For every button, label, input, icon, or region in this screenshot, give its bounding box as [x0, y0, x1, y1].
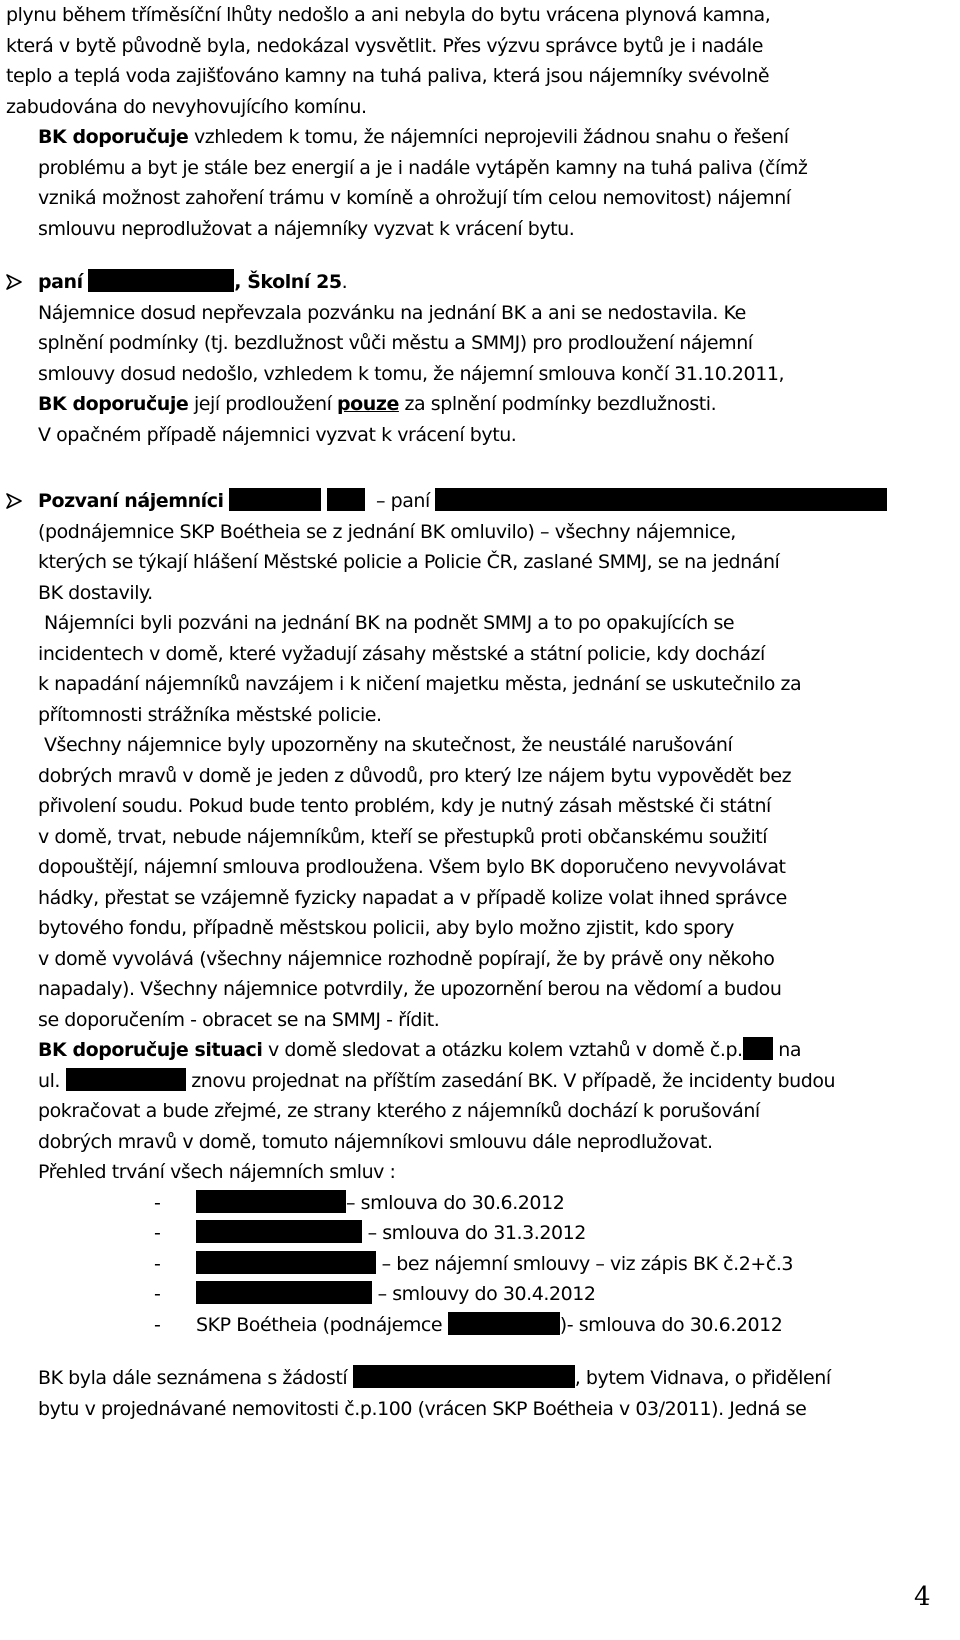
bold-phrase: Pozvaní nájemníci	[38, 490, 224, 512]
redaction-box	[88, 269, 234, 292]
text-line: pokračovat a bude zřejmé, ze strany kterého z nájemníků dochází k porušování	[38, 1100, 760, 1122]
text-line: dobrých mravů v domě, tomuto nájemníkovi smlouvu dále neprodlužovat.	[38, 1130, 713, 1153]
paragraph-last	[0, 1363, 960, 1424]
text-line: vzniká možnost zahoření trámu v komíně a ohrožují tím celou nemovitost) nájemní	[38, 187, 791, 209]
redaction-box	[743, 1037, 773, 1060]
bold-phrase: , Školní 25	[234, 271, 342, 293]
list-item	[0, 1310, 960, 1341]
text-line: bytového fondu, případně městskou policii, aby bylo možno zjistit, kdo spory	[38, 917, 734, 939]
text-span: – smlouva do 31.3.2012	[362, 1222, 586, 1244]
redaction-box	[66, 1068, 186, 1091]
underlined-word: pouze	[337, 393, 399, 415]
redaction-box	[196, 1190, 346, 1213]
list-item-invited-tenants	[0, 486, 960, 1340]
dash-marker: -	[154, 1222, 161, 1244]
text-line: dobrých mravů v domě je jeden z důvodů, pro který lze nájem bytu vypovědět bez	[38, 764, 792, 787]
contract-list	[0, 1188, 960, 1341]
text-line: Nájemníci byli pozváni na jednání BK na podnět SMMJ a to po opakujících se	[44, 612, 735, 634]
text-line: se doporučením - obracet se na SMMJ - řídit.	[38, 1008, 440, 1031]
text-line: která v bytě původně byla, nedokázal vysvětlit. Přes výzvu správce bytů je i nadále	[6, 34, 763, 57]
bold-phrase: BK doporučuje	[38, 126, 189, 148]
text-span: .	[341, 271, 348, 293]
text-line: zabudována do nevyhovujícího komínu.	[6, 95, 367, 118]
text-line: napadaly). Všechny nájemnice potvrdily, že upozornění berou na vědomí a budou	[38, 978, 782, 1000]
dash-marker: -	[154, 1313, 161, 1336]
text-line: bytu v projednávané nemovitosti č.p.100 (vrácen SKP Boétheia v 03/2011). Jedná se	[38, 1397, 807, 1420]
paragraph-intro	[0, 0, 960, 122]
text-span: na	[772, 1039, 802, 1061]
bold-phrase: paní	[38, 271, 83, 293]
text-line: splnění podmínky (tj. bezdlužnost vůči městu a SMMJ) pro prodloužení nájemní	[38, 332, 753, 354]
text-line: přivolení soudu. Pokud bude tento problém, kdy je nutný zásah městské či státní	[38, 795, 771, 817]
text-line: (podnájemnice SKP Boétheia se z jednání BK omluvilo) – všechny nájemnice,	[38, 520, 736, 543]
text-span: její prodloužení	[188, 393, 337, 415]
bold-phrase: BK doporučuje	[38, 393, 189, 415]
dash-marker: -	[154, 1191, 161, 1214]
text-span: v domě sledovat a otázku kolem vztahů v domě č.p.	[262, 1039, 743, 1061]
text-span: – bez nájemní smlouvy – viz zápis BK č.2+č.3	[376, 1252, 794, 1275]
text-line	[0, 122, 960, 153]
text-span: )- smlouva do 30.6.2012	[559, 1313, 783, 1336]
text-line: v domě vyvolává (všechny nájemnice rozhodně popírají, že by právě ony někoho	[38, 947, 775, 970]
text-line: dopouštějí, nájemní smlouva prodloužena. Všem bylo BK doporučeno nevyvolávat	[38, 856, 786, 878]
text-span: vzhledem k tomu, že nájemníci neprojevili žádnou snahu o řešení	[188, 126, 789, 148]
text-line: Přehled trvání všech nájemních smluv :	[38, 1161, 396, 1183]
text-span: za splnění podmínky bezdlužnosti.	[398, 393, 717, 415]
list-item	[0, 1249, 960, 1280]
text-span: ul.	[38, 1069, 61, 1092]
text-line: v domě, trvat, nebude nájemníkům, kteří se přestupků proti občanskému soužití	[38, 825, 768, 848]
text-line: přítomnosti strážníka městské policie.	[38, 703, 382, 726]
text-span: BK byla dále seznámena s žádostí	[38, 1367, 353, 1389]
page-number: 4	[914, 1582, 931, 1612]
redaction-box	[196, 1281, 372, 1304]
text-span: SKP Boétheia (podnájemce	[196, 1313, 448, 1336]
redaction-box	[196, 1251, 376, 1274]
text-line	[0, 1035, 960, 1066]
item-title	[0, 267, 960, 298]
list-item	[0, 1188, 960, 1219]
text-line: V opačném případě nájemnici vyzvat k vrácení bytu.	[38, 423, 517, 446]
text-line: Nájemnice dosud nepřevzala pozvánku na jednání BK a ani se nedostavila. Ke	[38, 301, 746, 324]
redaction-box	[435, 488, 887, 511]
text-line: problému a byt je stále bez energií a je i nadále vytápěn kamny na tuhá paliva (čímž	[38, 156, 808, 179]
redaction-box	[353, 1365, 575, 1388]
list-item	[0, 1279, 960, 1310]
list-item	[0, 1218, 960, 1249]
item-title	[0, 486, 960, 517]
arrow-bullet-icon	[4, 267, 26, 297]
redaction-box	[327, 488, 365, 511]
redaction-box	[196, 1220, 362, 1243]
text-line: smlouvu neprodlužovat a nájemníky vyzvat k vrácení bytu.	[38, 217, 575, 240]
text-line	[0, 389, 960, 420]
dash-marker: -	[154, 1283, 161, 1305]
text-span: – paní	[375, 490, 430, 512]
text-line: incidentech v domě, které vyžadují zásahy městské a státní policie, kdy dochází	[38, 642, 765, 665]
recommendation-1	[0, 122, 960, 244]
arrow-bullet-icon	[4, 486, 26, 516]
text-line: plynu během tříměsíční lhůty nedošlo a ani nebyla do bytu vrácena plynová kamna,	[6, 4, 771, 26]
list-item-tenant-skolni	[0, 267, 960, 450]
text-line: smlouvy dosud nedošlo, vzhledem k tomu, že nájemní smlouva končí 31.10.2011,	[38, 362, 785, 385]
text-line: BK dostavily.	[38, 581, 153, 604]
text-line: Všechny nájemnice byly upozorněny na skutečnost, že neustálé narušování	[44, 734, 733, 756]
text-line: kterých se týkají hlášení Městské policie a Policie ČR, zaslané SMMJ, se na jednání	[38, 551, 780, 573]
text-span: znovu projednat na příštím zasedání BK. V případě, že incidenty budou	[185, 1069, 836, 1092]
redaction-box	[229, 488, 321, 511]
dash-marker: -	[154, 1252, 161, 1275]
text-line: teplo a teplá voda zajišťováno kamny na tuhá paliva, která jsou nájemníky svévolně	[6, 65, 770, 87]
text-line	[0, 1363, 960, 1394]
text-line: k napadání nájemníků navzájem i k ničení majetku města, jednání se uskutečnilo za	[38, 673, 802, 695]
text-span: , bytem Vidnava, o přidělení	[574, 1367, 831, 1389]
redaction-box	[448, 1312, 560, 1335]
text-line	[0, 1066, 960, 1097]
text-line: hádky, přestat se vzájemně fyzicky napadat a v případě kolize volat ihned správce	[38, 886, 787, 909]
text-span: – smlouvy do 30.4.2012	[372, 1283, 596, 1305]
bold-phrase: BK doporučuje situaci	[38, 1039, 263, 1061]
text-span: – smlouva do 30.6.2012	[346, 1191, 565, 1214]
